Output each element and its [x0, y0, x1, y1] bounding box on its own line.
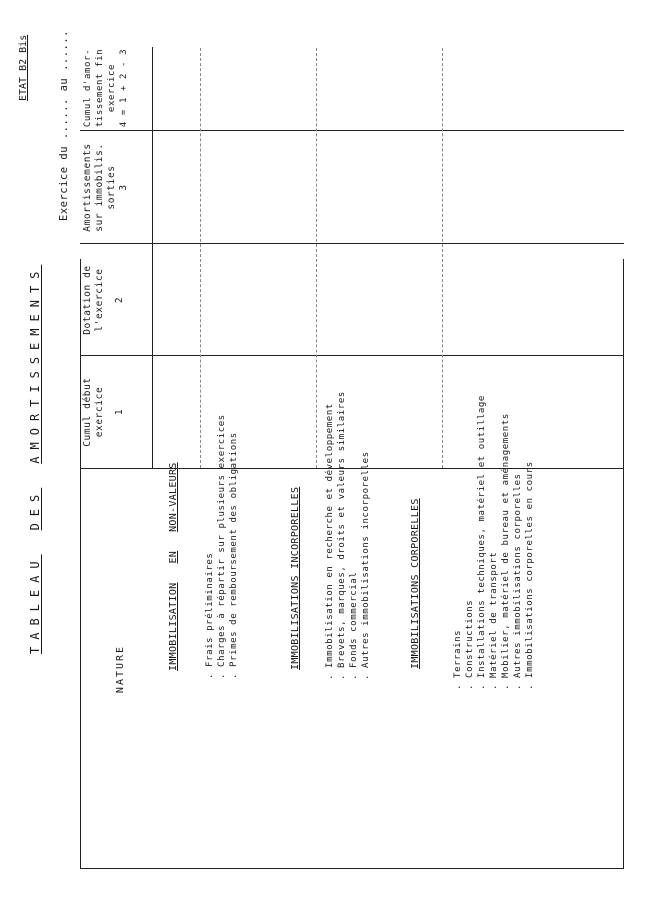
list-item: . Immobilisation en recherche et développement [325, 403, 336, 680]
document-title [28, 154, 42, 654]
column-header-line: sorties [106, 165, 117, 210]
exercise-period: Exercice du ...... au ...... [58, 29, 70, 221]
list-item: . Mobilier, matériel de bureau et aménagements [501, 413, 512, 690]
column-number: 3 [118, 184, 129, 191]
column-divider [80, 130, 624, 131]
column-header-line: Cumul début [82, 377, 93, 447]
list-item: . Matériel de transport [489, 552, 500, 690]
list-item: . Frais préliminaires [205, 553, 216, 679]
column-header-3 [82, 133, 152, 242]
column-header-line: Dotation de [82, 265, 93, 335]
title-word: TABLEAU [28, 554, 42, 654]
title-word: DES [28, 487, 42, 531]
list-item: . Installations techniques, matériel et outillage [477, 395, 488, 690]
section-heading-part: IMMOBILISATIONS INCORPORELLES [290, 486, 301, 670]
list-item: . Charges à répartir sur plusieurs exercices [217, 414, 228, 679]
column-header-line: exercice [107, 63, 117, 113]
section-heading-part: EN [168, 550, 179, 564]
list-item: . Autres immobilisations corporelles [513, 473, 524, 690]
list-item: . Brevets, marques, droits et valeurs similaires [337, 391, 348, 680]
list-item: . Terrains [453, 630, 464, 690]
section-heading-part: IMMOBILISATION [168, 582, 179, 671]
list-item: . Immobilisations corporelles en cours [525, 461, 536, 690]
column-header-2 [82, 246, 152, 354]
list-item: . Constructions [465, 600, 476, 690]
column-header-line: exercice [94, 386, 105, 438]
section-heading-incorporelles [290, 487, 301, 670]
column-header-line: l'exercice [94, 268, 105, 332]
title-word: AMORTISSEMENTS [28, 264, 42, 464]
table-top-border [80, 259, 81, 869]
section-heading-part: IMMOBILISATIONS CORPORELLES [410, 498, 421, 669]
column-number: 4 = 1 + 2 - 3 [119, 48, 129, 128]
row-guide [316, 48, 317, 468]
list-item: . Autres immobilisations incorporelles [361, 451, 372, 680]
column-header-line: sur immobilis. [94, 143, 105, 232]
column-divider [80, 243, 624, 244]
section-heading-corporelles [410, 498, 421, 669]
column-header-4 [82, 47, 152, 129]
column-divider [80, 468, 624, 469]
table-bottom-border [623, 259, 624, 869]
section-heading-non-valeurs [168, 462, 179, 671]
column-number: 1 [114, 408, 125, 416]
column-header-line: Cumul d'amor- [83, 48, 93, 128]
section-heading-part: NON-VALEURS [168, 462, 179, 532]
table-left-border [80, 868, 624, 869]
list-item: . Fonds commercial [349, 572, 360, 680]
row-guide [442, 48, 443, 468]
form-reference: ETAT B2 Bis [18, 34, 29, 101]
column-header-line: tissement fin [95, 48, 105, 128]
column-header-line: Amortissements [82, 143, 93, 232]
list-item: . Primes de remboursement des obligations [229, 432, 240, 679]
column-number: 2 [114, 296, 125, 304]
column-divider [80, 355, 624, 356]
column-header-1 [82, 358, 152, 466]
row-guide [200, 48, 201, 468]
header-separator [152, 47, 153, 469]
nature-header: NATURE [114, 644, 126, 694]
